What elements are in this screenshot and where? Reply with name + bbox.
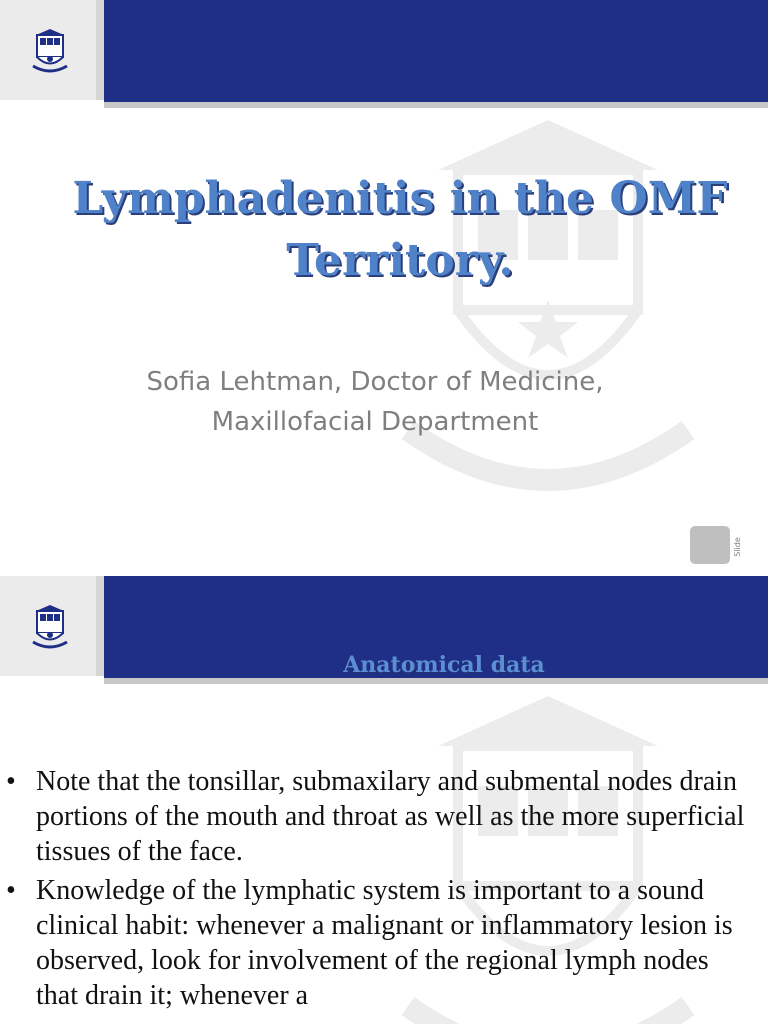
bullet-item (6, 764, 756, 869)
bullet-text: Note that the tonsillar, submaxilary and submental nodes drain portions of the mouth and throat as well as the more superficial tissues of the face. (36, 766, 745, 867)
content-slide (0, 576, 768, 1024)
slide-tag: Slide (733, 537, 742, 557)
header-band (104, 0, 768, 102)
bullet-list (6, 764, 756, 1017)
bullet-item (6, 873, 756, 1013)
bullet-icon: • (6, 766, 16, 797)
slide-title (60, 168, 740, 292)
header-band-shadow (104, 102, 768, 108)
subtitle-line-1: Sofia Lehtman, Doctor of Medicine, (146, 367, 604, 397)
slide-subtitle (130, 362, 620, 442)
university-crest-icon (30, 26, 70, 76)
slide-title-line-1: Lymphadenitis in the OMF (72, 173, 728, 224)
bullet-text: Knowledge of the lymphatic system is important to a sound clinical habit: whenever a malignant or inflammatory lesion is observed, look for involvement of the regional lymph nodes that drain it; whenever a (36, 875, 733, 1011)
slide-heading: Anatomical data (343, 652, 545, 678)
university-crest-icon (30, 602, 70, 652)
logo-panel-shadow (96, 0, 104, 100)
logo-panel-shadow (96, 576, 104, 676)
slide-number-box (690, 526, 730, 564)
subtitle-line-2: Maxillofacial Department (211, 407, 539, 437)
slide-title-line-2: Territory. (286, 235, 514, 286)
bullet-icon: • (6, 875, 16, 906)
